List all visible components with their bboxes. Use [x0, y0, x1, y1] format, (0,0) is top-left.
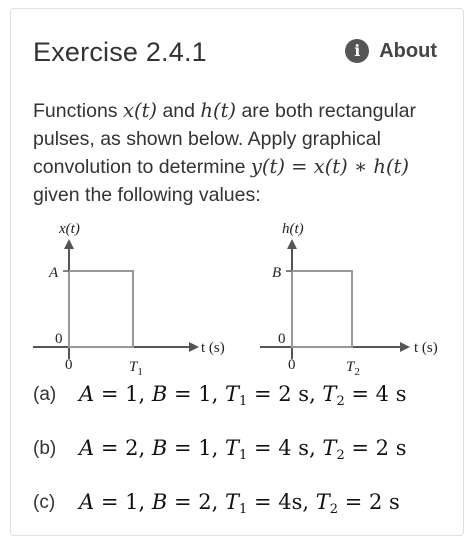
option-letter: (c) — [33, 492, 56, 513]
option-expression: A = 1, B = 2, $T_1 = 4s$, $T_2 = 2$ s — [79, 489, 400, 517]
intro-text-2: and — [157, 100, 201, 122]
y-axis-arrow — [287, 239, 297, 249]
pulse-outline — [292, 271, 352, 347]
option-expression: A = 2, B = 1, $T_1 = 4$ s, $T_2 = 2$ s — [79, 435, 407, 463]
about-label: About — [379, 39, 437, 62]
intro-text-4: given the following values: — [33, 184, 261, 206]
option-a[interactable] — [33, 377, 407, 413]
zero-x-label: 0 — [65, 357, 73, 373]
convolution-expression: y(t) = x(t) ∗ h(t) — [250, 155, 410, 178]
info-icon: i — [345, 39, 369, 63]
x-axis-arrow — [400, 342, 410, 352]
intro-text-3: are both rectangular pulses, as shown below. Apply graphical convolution to determine — [33, 100, 416, 178]
pulse-outline — [69, 271, 133, 347]
zero-x-label: 0 — [288, 357, 296, 373]
end-label: $T_1$ — [129, 359, 143, 378]
x-pulse-plot — [29, 219, 239, 379]
exercise-header — [11, 9, 463, 84]
zero-y-label: 0 — [55, 331, 63, 347]
time-axis-label: t (s) — [201, 340, 225, 356]
h-of-t: h(t) — [200, 99, 237, 122]
option-letter: (a) — [33, 384, 57, 405]
y-axis-arrow — [64, 239, 74, 249]
h-pulse-plot — [256, 219, 466, 379]
time-axis-label: t (s) — [414, 340, 438, 356]
option-expression: A = 1, B = 1, $T_1 = 2$ s, $T_2 = 4$ s — [79, 381, 407, 409]
problem-statement — [33, 97, 453, 209]
level-label: B — [272, 265, 282, 281]
about-button[interactable] — [345, 39, 437, 63]
option-letter: (b) — [33, 438, 57, 459]
plot-y-label: h(t) — [282, 221, 304, 237]
plot-y-label: x(t) — [59, 221, 80, 237]
exercise-title: Exercise 2.4.1 — [33, 37, 207, 67]
option-b[interactable] — [33, 431, 407, 467]
zero-y-label: 0 — [278, 331, 286, 347]
level-label: A — [49, 265, 59, 281]
option-c[interactable] — [33, 485, 400, 521]
end-label: $T_2$ — [346, 359, 360, 378]
x-axis-arrow — [189, 342, 199, 352]
x-of-t: x(t) — [122, 99, 158, 122]
exercise-card — [10, 8, 464, 536]
intro-text-1: Functions — [33, 100, 123, 122]
